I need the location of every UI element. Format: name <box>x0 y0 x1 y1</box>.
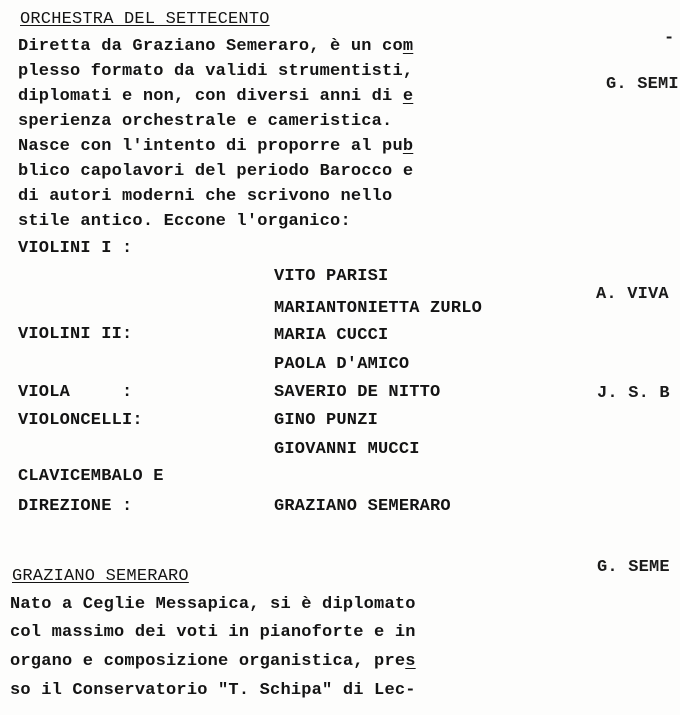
section-heading-semeraro: GRAZIANO SEMERARO <box>12 567 189 586</box>
paragraph-line: so il Conservatorio "T. Schipa" di Lec- <box>10 681 416 700</box>
paragraph-line: diplomati e non, con diversi anni di e <box>18 87 414 106</box>
paragraph-line: organo e composizione organistica, pres <box>10 652 416 671</box>
paragraph-line: sperienza orchestrale e cameristica. <box>18 112 393 131</box>
paragraph-line: col massimo dei voti in pianoforte e in <box>10 623 416 642</box>
right-entry: G. SEMI <box>606 75 679 94</box>
section-heading-orchestra: ORCHESTRA DEL SETTECENTO <box>20 10 270 29</box>
paragraph-line: blico capolavori del periodo Barocco e <box>18 162 414 181</box>
right-entry: J. S. B <box>597 384 670 403</box>
roster-name: VITO PARISI <box>274 267 389 286</box>
paragraph-line: plesso formato da validi strumentisti, <box>18 62 414 81</box>
roster-role: DIREZIONE : <box>18 497 133 516</box>
roster-name: SAVERIO DE NITTO <box>274 383 441 402</box>
roster-name: GIOVANNI MUCCI <box>274 440 420 459</box>
roster-name: MARIA CUCCI <box>274 326 389 345</box>
paragraph-line: Diretta da Graziano Semeraro, è un com <box>18 37 414 56</box>
paragraph-line: Nasce con l'intento di proporre al pub <box>18 137 414 156</box>
roster-role: VIOLONCELLI: <box>18 411 143 430</box>
paragraph-line: stile antico. Eccone l'organico: <box>18 212 351 231</box>
roster-role: VIOLINI II: <box>18 325 133 344</box>
right-entry: G. SEME <box>597 558 670 577</box>
paragraph-line: di autori moderni che scrivono nello <box>18 187 393 206</box>
right-entry: A. VIVA <box>596 285 669 304</box>
roster-name: PAOLA D'AMICO <box>274 355 410 374</box>
roster-name: GINO PUNZI <box>274 411 379 430</box>
roster-role: CLAVICEMBALO E <box>18 467 164 486</box>
roster-name: GRAZIANO SEMERARO <box>274 497 451 516</box>
top-mark: - <box>664 29 675 48</box>
paragraph-line: Nato a Ceglie Messapica, si è diplomato <box>10 595 416 614</box>
roster-role: VIOLINI I : <box>18 239 133 258</box>
roster-name: MARIANTONIETTA ZURLO <box>274 299 483 318</box>
roster-role: VIOLA : <box>18 383 133 402</box>
